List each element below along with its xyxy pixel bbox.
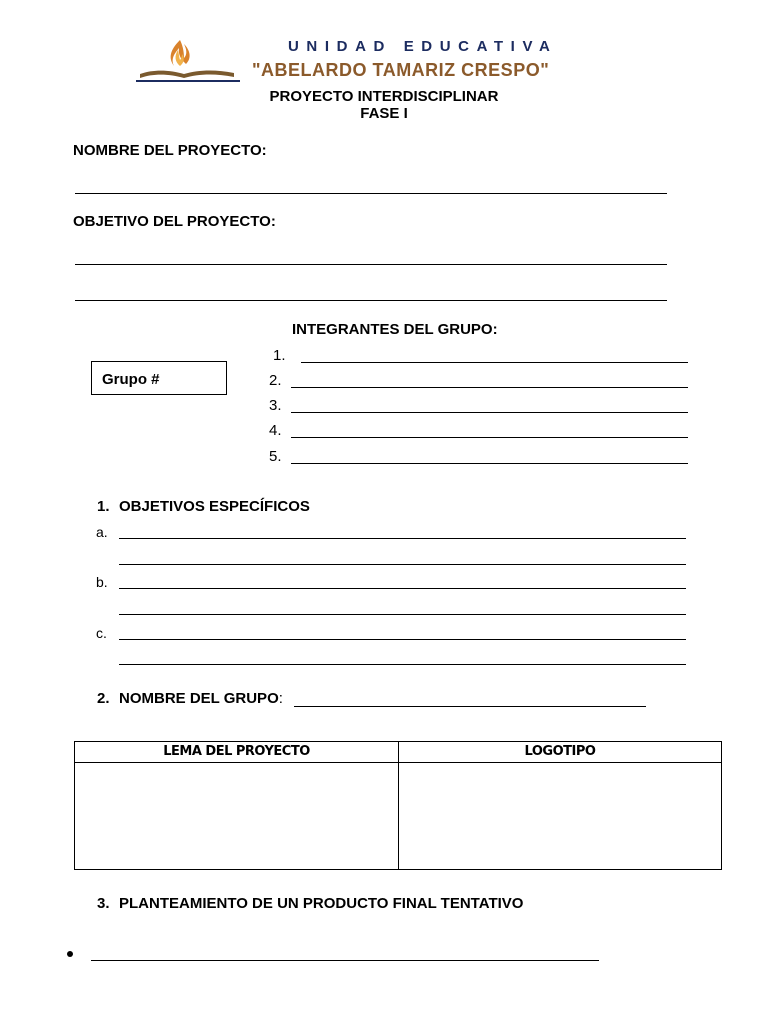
document-phase: FASE I	[360, 105, 408, 122]
bullet-icon	[67, 951, 73, 957]
school-name-line2: "ABELARDO TAMARIZ CRESPO"	[252, 60, 550, 80]
objective-a-marker: a.	[96, 524, 108, 540]
member-line-1[interactable]	[301, 362, 688, 363]
table-header-motto: LEMA DEL PROYECTO	[163, 744, 310, 759]
member-number-5: 5.	[269, 448, 282, 465]
logo-cell[interactable]	[400, 764, 720, 868]
project-objective-line-1[interactable]	[75, 264, 667, 265]
project-name-label: NOMBRE DEL PROYECTO:	[73, 142, 267, 159]
member-line-2[interactable]	[291, 387, 688, 388]
project-objective-line-2[interactable]	[75, 300, 667, 301]
final-product-line[interactable]	[91, 960, 599, 961]
objective-b-line-1[interactable]	[119, 588, 686, 589]
table-header-divider	[75, 762, 721, 763]
member-number-3: 3.	[269, 397, 282, 414]
objective-b-marker: b.	[96, 574, 108, 590]
member-line-4[interactable]	[291, 437, 688, 438]
school-name-line1: UNIDAD EDUCATIVA	[288, 38, 558, 55]
member-number-2: 2.	[269, 372, 282, 389]
document-title: PROYECTO INTERDISCIPLINAR	[269, 88, 499, 105]
objective-a-line-1[interactable]	[119, 538, 686, 539]
member-line-3[interactable]	[291, 412, 688, 413]
flame-book-logo-icon	[134, 36, 242, 84]
group-number-box[interactable]	[91, 361, 227, 395]
section-1-heading: OBJETIVOS ESPECÍFICOS	[119, 498, 310, 515]
member-number-4: 4.	[269, 422, 282, 439]
section-1-number: 1.	[97, 498, 110, 515]
project-name-line[interactable]	[75, 193, 667, 194]
objective-b-line-2[interactable]	[119, 614, 686, 615]
section-2-number: 2.	[97, 690, 110, 707]
member-number-1: 1.	[273, 347, 286, 364]
objective-c-line-1[interactable]	[119, 639, 686, 640]
group-number-label: Grupo #	[102, 371, 160, 388]
group-name-line[interactable]	[294, 706, 646, 707]
project-objective-label: OBJETIVO DEL PROYECTO:	[73, 213, 276, 230]
member-line-5[interactable]	[291, 463, 688, 464]
table-header-logo: LOGOTIPO	[524, 744, 596, 759]
members-heading: INTEGRANTES DEL GRUPO:	[292, 321, 498, 338]
motto-logo-table	[74, 741, 722, 870]
section-2-heading-wrap	[119, 690, 283, 707]
section-2-heading: NOMBRE DEL GRUPO	[119, 690, 279, 707]
objective-a-line-2[interactable]	[119, 564, 686, 565]
objective-c-line-2[interactable]	[119, 664, 686, 665]
section-2-colon: :	[278, 690, 283, 707]
section-3-number: 3.	[97, 895, 110, 912]
motto-cell[interactable]	[76, 764, 397, 868]
objective-c-marker: c.	[96, 625, 107, 641]
section-3-heading: PLANTEAMIENTO DE UN PRODUCTO FINAL TENTATIVO	[119, 895, 524, 912]
